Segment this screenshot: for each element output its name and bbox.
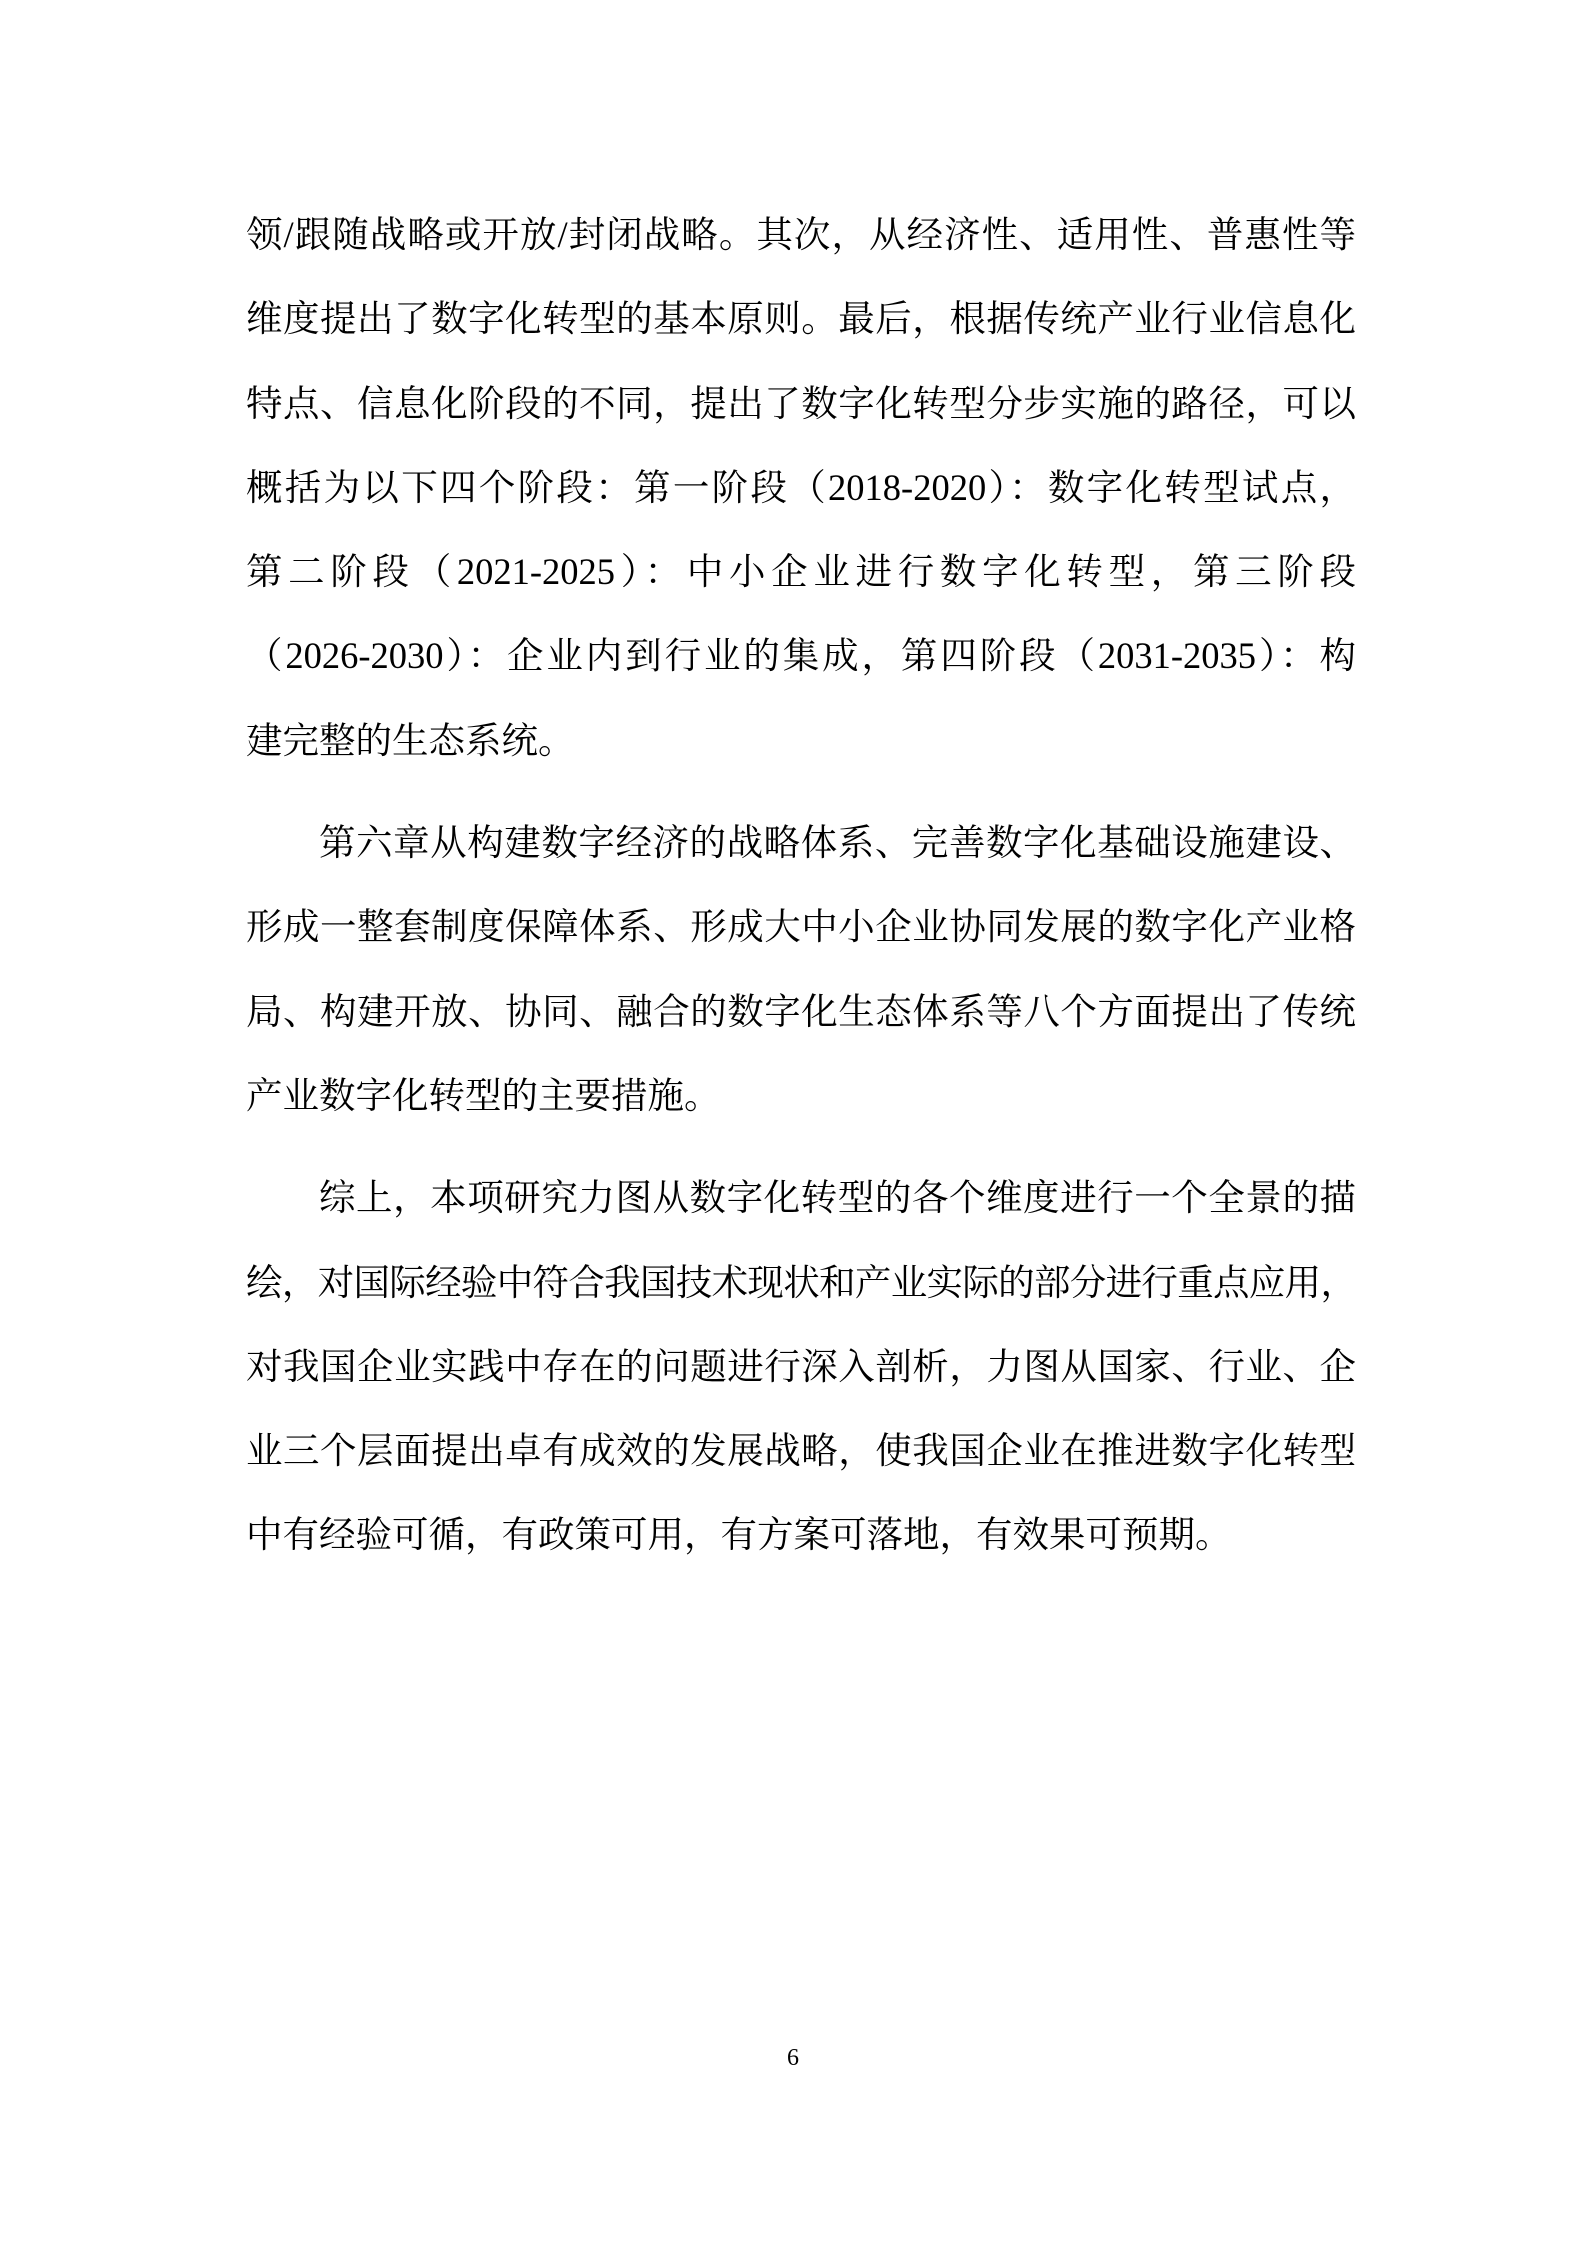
text-line: 领/跟随战略或开放/封闭战略。其次，从经济性、适用性、普惠性等	[246, 214, 1356, 255]
text-line: 局、构建开放、协同、融合的数字化生态体系等八个方面提出了传统	[246, 990, 1356, 1032]
text-line: 第六章从构建数字经济的战略体系、完善数字化基础设施建设、	[319, 822, 1356, 864]
text-line: 形成一整套制度保障体系、形成大中小企业协同发展的数字化产业格	[246, 906, 1356, 948]
page-number: 6	[787, 2045, 799, 2071]
text-line: 特点、信息化阶段的不同，提出了数字化转型分步实施的路径，可以	[246, 382, 1356, 424]
text-line: 中有经验可循，有政策可用，有方案可落地，有效果可预期。	[246, 1514, 1232, 1556]
text-line: 维度提出了数字化转型的基本原则。最后，根据传统产业行业信息化	[246, 298, 1356, 340]
text-line: 产业数字化转型的主要措施。	[246, 1074, 721, 1116]
text-line: 概括为以下四个阶段：第一阶段（2018-2020）：数字化转型试点，	[246, 466, 1356, 508]
text-line: 综上，本项研究力图从数字化转型的各个维度进行一个全景的描	[319, 1177, 1356, 1219]
text-line: 业三个层面提出卓有成效的发展战略，使我国企业在推进数字化转型	[246, 1430, 1356, 1472]
paragraph-1	[246, 193, 1356, 783]
text-line: 建完整的生态系统。	[246, 719, 575, 761]
paragraph-3	[246, 1156, 1356, 1577]
text-line: 第二阶段（2021-2025）：中小企业进行数字化转型，第三阶段	[246, 551, 1356, 593]
paragraph-2	[246, 801, 1356, 1138]
text-line: 对我国企业实践中存在的问题进行深入剖析，力图从国家、行业、企	[246, 1345, 1356, 1387]
text-line: （2026-2030）：企业内到行业的集成，第四阶段（2031-2035）：构	[246, 635, 1356, 677]
text-line: 绘，对国际经验中符合我国技术现状和产业实际的部分进行重点应用，	[246, 1261, 1356, 1303]
body-text	[246, 193, 1356, 1596]
